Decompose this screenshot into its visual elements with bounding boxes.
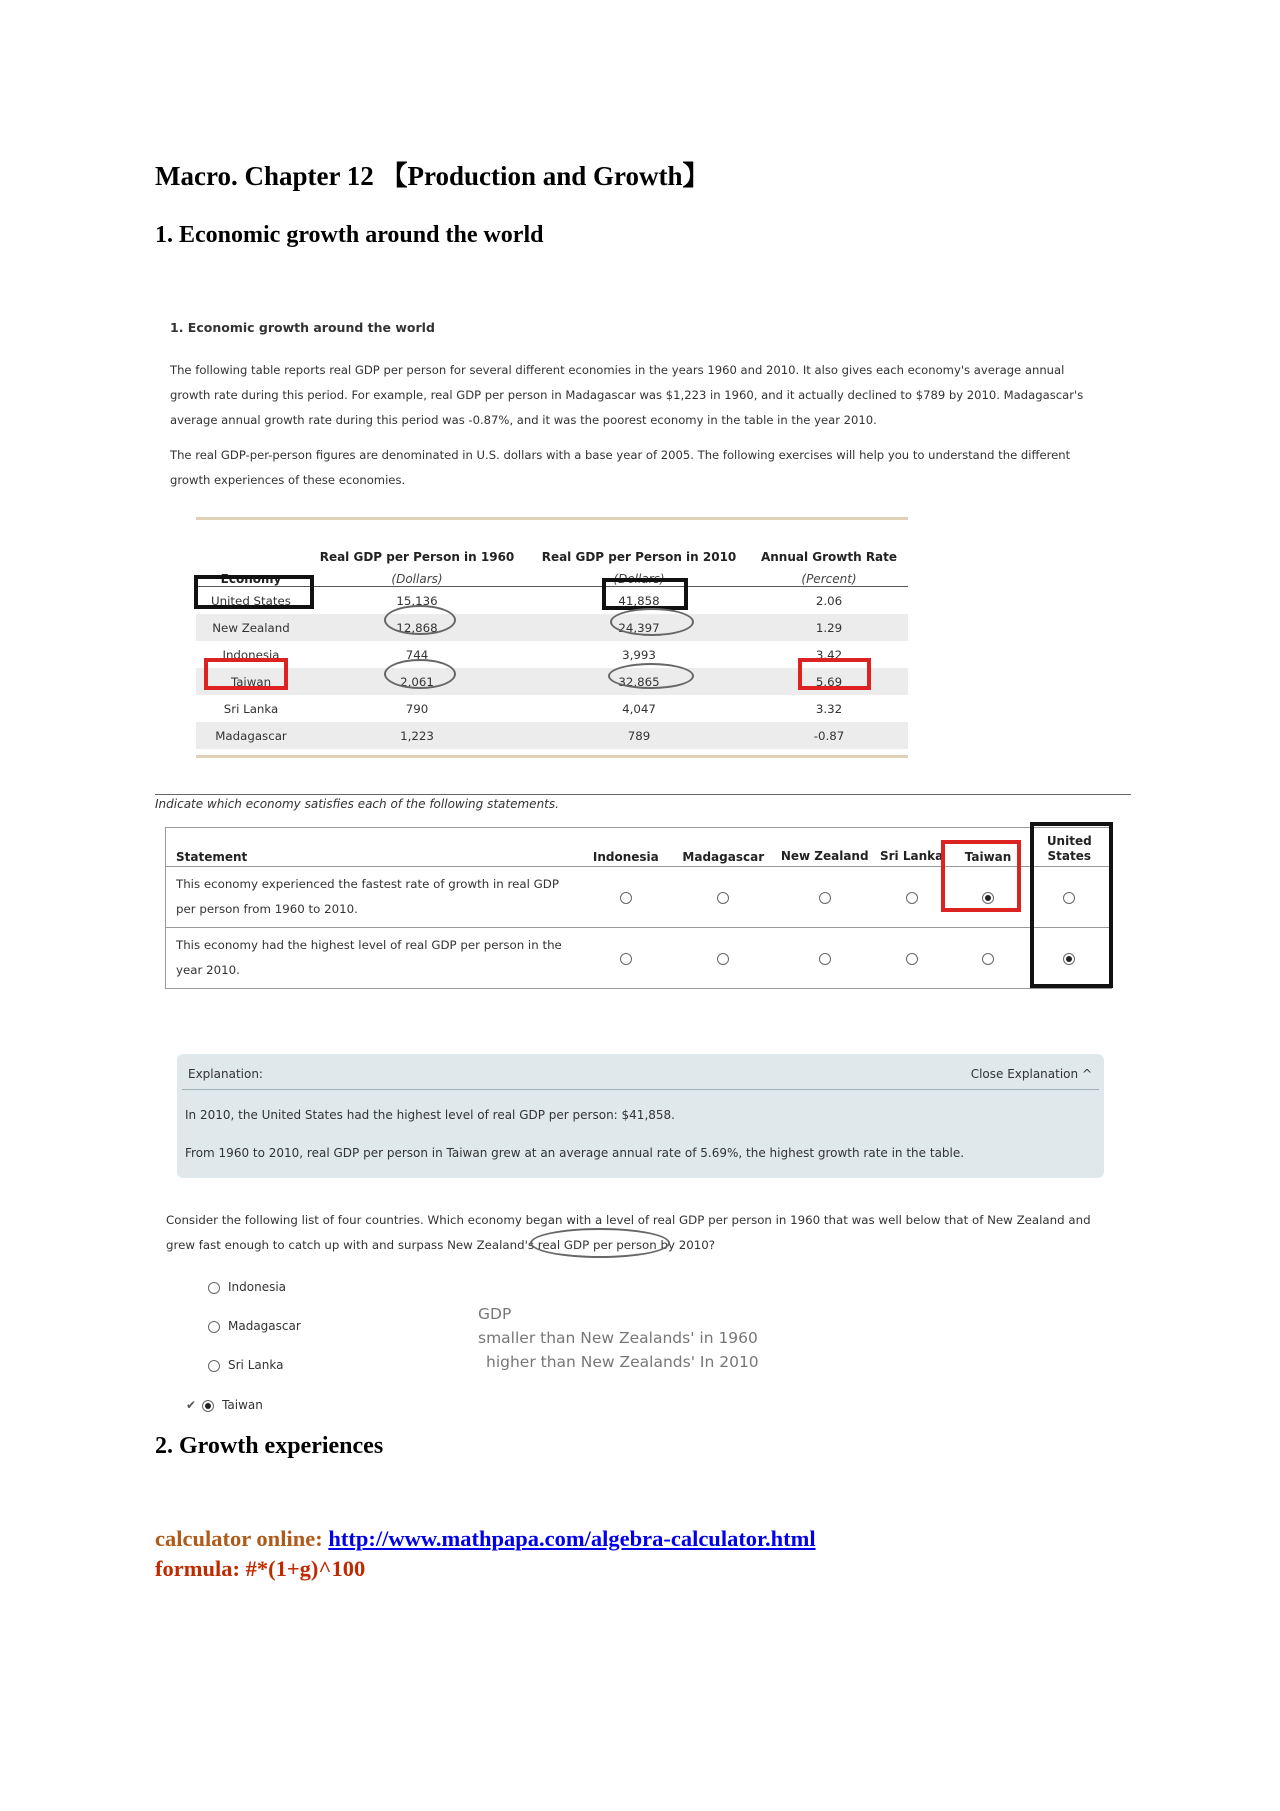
cell-gdp-2010: 789 — [528, 722, 750, 749]
section-2-heading: 2. Growth experiences — [155, 1433, 384, 1459]
cell-economy: Indonesia — [222, 647, 280, 662]
radio-sri-lanka[interactable] — [906, 953, 918, 965]
option-label: Sri Lanka — [228, 1358, 284, 1372]
radio-new-zealand[interactable] — [819, 892, 831, 904]
radio-new-zealand[interactable] — [819, 953, 831, 965]
col-indonesia: Indonesia — [580, 828, 672, 867]
cell-growth: 3.32 — [815, 701, 843, 716]
radio-option[interactable] — [202, 1400, 214, 1412]
radio-taiwan[interactable] — [982, 953, 994, 965]
explanation-panel — [177, 1054, 1104, 1178]
radio-indonesia[interactable] — [620, 892, 632, 904]
annotation-circle-nz-1960 — [384, 605, 456, 635]
option-label: Madagascar — [228, 1319, 301, 1333]
cell-gdp-1960: 790 — [405, 701, 429, 716]
cell-economy: Sri Lanka — [223, 701, 279, 716]
cell-gdp-1960: 2,061 — [306, 668, 528, 695]
option-indonesia[interactable] — [208, 1280, 286, 1294]
note-line-1: GDP — [478, 1305, 512, 1323]
col-header-1960: Real GDP per Person in 1960 — [319, 550, 515, 564]
radio-madagascar[interactable] — [717, 953, 729, 965]
cell-gdp-2010: 3,993 — [622, 647, 656, 662]
annotation-circle-taiwan-1960 — [384, 659, 456, 689]
unit-1960: (Dollars) — [306, 564, 528, 587]
cell-gdp-1960: 15,136 — [396, 593, 438, 608]
explanation-line-1: In 2010, the United States had the highest level of real GDP per person: $41,858. — [185, 1108, 675, 1122]
cell-economy: Taiwan — [196, 668, 306, 695]
section-1-heading: 1. Economic growth around the world — [155, 222, 544, 248]
col-header-growth: Annual Growth Rate — [760, 550, 898, 564]
col-sri-lanka: Sri Lanka — [875, 828, 949, 867]
cell-economy: New Zealand — [196, 614, 306, 641]
option-taiwan[interactable] — [186, 1398, 263, 1412]
statement-text: This economy experienced the fastest rate of growth in real GDP per person from 1960 to 2010. — [166, 867, 580, 928]
radio-indonesia[interactable] — [620, 953, 632, 965]
col-header-2010: Real GDP per Person in 2010 — [541, 550, 737, 564]
annotation-box-us-2010 — [602, 578, 688, 610]
cell-growth: 2.06 — [815, 593, 843, 608]
annotation-box-taiwan — [204, 658, 288, 690]
cell-growth: 3.42 — [815, 647, 843, 662]
cell-gdp-1960: 12,868 — [306, 614, 528, 641]
cell-growth: -0.87 — [750, 722, 908, 749]
explanation-label: Explanation: — [188, 1067, 263, 1081]
formula-text: formula: #*(1+g)^100 — [155, 1556, 366, 1581]
cell-gdp-2010: 4,047 — [622, 701, 656, 716]
calculator-block — [155, 1524, 816, 1584]
table-bottom-rule — [196, 755, 908, 758]
close-explanation-button[interactable]: Close Explanation ^ — [970, 1067, 1092, 1081]
cell-gdp-1960: 744 — [405, 647, 429, 662]
annotation-circle-nz-2010 — [610, 608, 694, 636]
col-header-economy — [196, 520, 306, 564]
option-sri-lanka[interactable] — [208, 1358, 283, 1372]
annotation-box-taiwan-answer — [941, 840, 1021, 912]
radio-madagascar[interactable] — [717, 892, 729, 904]
unit-2010: (Dollars) — [528, 564, 750, 587]
screenshot-heading: 1. Economic growth around the world — [170, 320, 435, 335]
intro-paragraph-2: The real GDP-per-person figures are denominated in U.S. dollars with a base year of 2005. The following exercises will help you to understand the different growth experiences of these economies. — [170, 448, 1071, 487]
col-united-states: United States — [1028, 828, 1112, 867]
note-line-3: higher than New Zealands' In 2010 — [486, 1353, 759, 1371]
calculator-link[interactable]: http://www.mathpapa.com/algebra-calculator.html — [328, 1526, 816, 1551]
table-row — [196, 695, 908, 722]
explanation-divider — [182, 1089, 1099, 1090]
statement-instruction: Indicate which economy satisfies each of the following statements. — [155, 794, 1131, 811]
unit-growth: (Percent) — [750, 564, 908, 587]
cell-economy: Madagascar — [196, 722, 306, 749]
cell-growth: 1.29 — [750, 614, 908, 641]
document-title: Macro. Chapter 12 【Production and Growth】 — [155, 161, 710, 191]
option-madagascar[interactable] — [208, 1319, 301, 1333]
calculator-label: calculator online: — [155, 1526, 329, 1551]
statement-row — [166, 928, 1112, 989]
radio-option[interactable] — [208, 1282, 220, 1294]
cell-gdp-1960: 1,223 — [306, 722, 528, 749]
question-text: Consider the following list of four countries. Which economy began with a level of real GDP per person in 1960 that was well below that of New Zealand and grew fast enough to catch up with and surpass New Zealand's real GDP per person by 2010? — [166, 1213, 1091, 1252]
explanation-line-2: From 1960 to 2010, real GDP per person in Taiwan grew at an average annual rate of 5.69%, the highest growth rate in the table. — [185, 1146, 965, 1160]
intro-paragraph-1: The following table reports real GDP per person for several different economies in the years 1960 and 2010. It also gives each economy's average annual growth rate during this period. For example, real GDP per person in Madagascar was $1,223 in 1960, and it actually declined to $789 by 2010. Madagascar's average annual growth rate during this period was -0.87%, and it was the poorest economy in the table in the year 2010. — [170, 363, 1084, 427]
radio-sri-lanka[interactable] — [906, 892, 918, 904]
annotation-circle-taiwan-2010 — [608, 663, 694, 689]
radio-option[interactable] — [208, 1321, 220, 1333]
note-line-2: smaller than New Zealands' in 1960 — [478, 1329, 758, 1347]
col-new-zealand: New Zealand — [775, 828, 875, 867]
cell-gdp-2010: 24,397 — [528, 614, 750, 641]
option-label: Indonesia — [228, 1280, 287, 1294]
annotation-box-taiwan-growth — [798, 658, 871, 690]
statement-text: This economy had the highest level of real GDP per person in the year 2010. — [166, 928, 580, 989]
cell-gdp-2010: 32,865 — [528, 668, 750, 695]
cell-gdp-2010: 41,858 — [618, 593, 660, 608]
table-row — [196, 722, 908, 749]
radio-option[interactable] — [208, 1360, 220, 1372]
statement-header: Statement — [166, 828, 580, 867]
cell-economy: United States — [211, 593, 291, 608]
gdp-table — [196, 517, 908, 758]
option-label: Taiwan — [222, 1398, 263, 1412]
check-icon: ✔ — [186, 1398, 197, 1412]
col-taiwan: Taiwan — [949, 828, 1028, 867]
table-row — [196, 614, 908, 641]
col-madagascar: Madagascar — [672, 828, 775, 867]
annotation-box-us-answer — [1030, 822, 1113, 988]
cell-growth: 5.69 — [750, 668, 908, 695]
annotation-box-united-states — [194, 575, 314, 609]
annotation-circle-new-zealand — [530, 1228, 670, 1258]
handwritten-note — [478, 1302, 759, 1374]
col-header-economy-label: Economy — [196, 564, 306, 587]
